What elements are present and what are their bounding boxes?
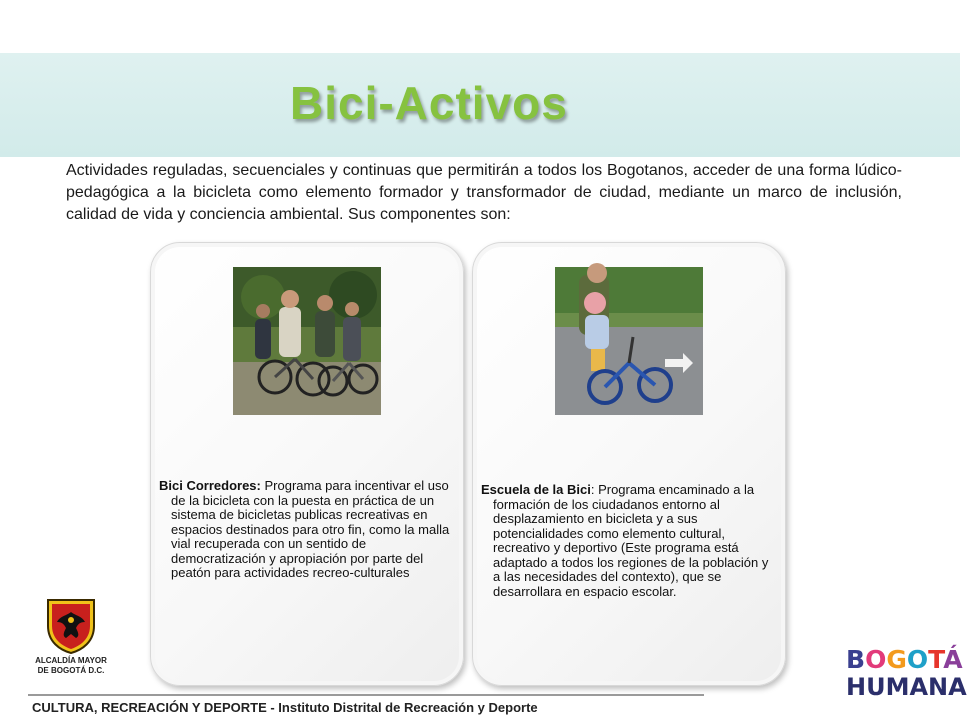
escuela-bici-heading: Escuela de la Bici <box>481 482 591 497</box>
escuela-bici-text: : Programa encaminado a la formación de los ciudadanos entorno al desplazamiento en bicicleta y a sus potencialidades como elemento cultural, recreativo y deportivo (Este programa está adaptado a todos los regiones de la población y a las necesidades del contexto), que se desarrollara en espacio escolar. <box>493 482 769 599</box>
footer-divider <box>28 694 704 696</box>
alcaldia-line1: ALCALDÍA MAYOR <box>35 656 107 665</box>
bici-corredores-description <box>159 479 455 581</box>
humana-wordmark: HUMANA <box>846 673 967 701</box>
alcaldia-line2: DE BOGOTÁ D.C. <box>37 666 105 675</box>
bici-corredores-text: Programa para incentivar el uso de la bicicleta con la puesta en práctica de un sistema de bicicletas publicas recreativas en espacios destinados para otro fin, como la malla vial recuperada con un sentido de democratización y apropiación por parte del peatón para actividades recreo-culturales <box>171 478 450 580</box>
bici-corredores-card <box>150 242 464 686</box>
intro-paragraph: Actividades reguladas, secuenciales y continuas que permitirán a todos los Bogotanos, acceder de una forma lúdico-pedagógica a la bicicleta como elemento formador y transformador de ciudad, mediante un marco de inclusión, calidad de vida y conciencia ambiental. Sus componentes son: <box>66 162 902 223</box>
escuela-bici-description <box>481 483 779 599</box>
bici-corredores-heading: Bici Corredores: <box>159 478 261 493</box>
escuela-bici-card <box>472 242 786 686</box>
cyclists-photo <box>233 267 381 415</box>
child-bike-photo <box>555 267 703 415</box>
bogota-wordmark: BOGOTÁ <box>846 645 963 674</box>
bogota-shield-icon <box>42 596 100 654</box>
slide-title: Bici-Activos <box>290 77 568 129</box>
bogota-humana-logo <box>846 645 967 702</box>
footer-text: CULTURA, RECREACIÓN Y DEPORTE - Instituto Distrital de Recreación y Deporte <box>32 700 538 715</box>
alcaldia-logo <box>26 596 116 680</box>
